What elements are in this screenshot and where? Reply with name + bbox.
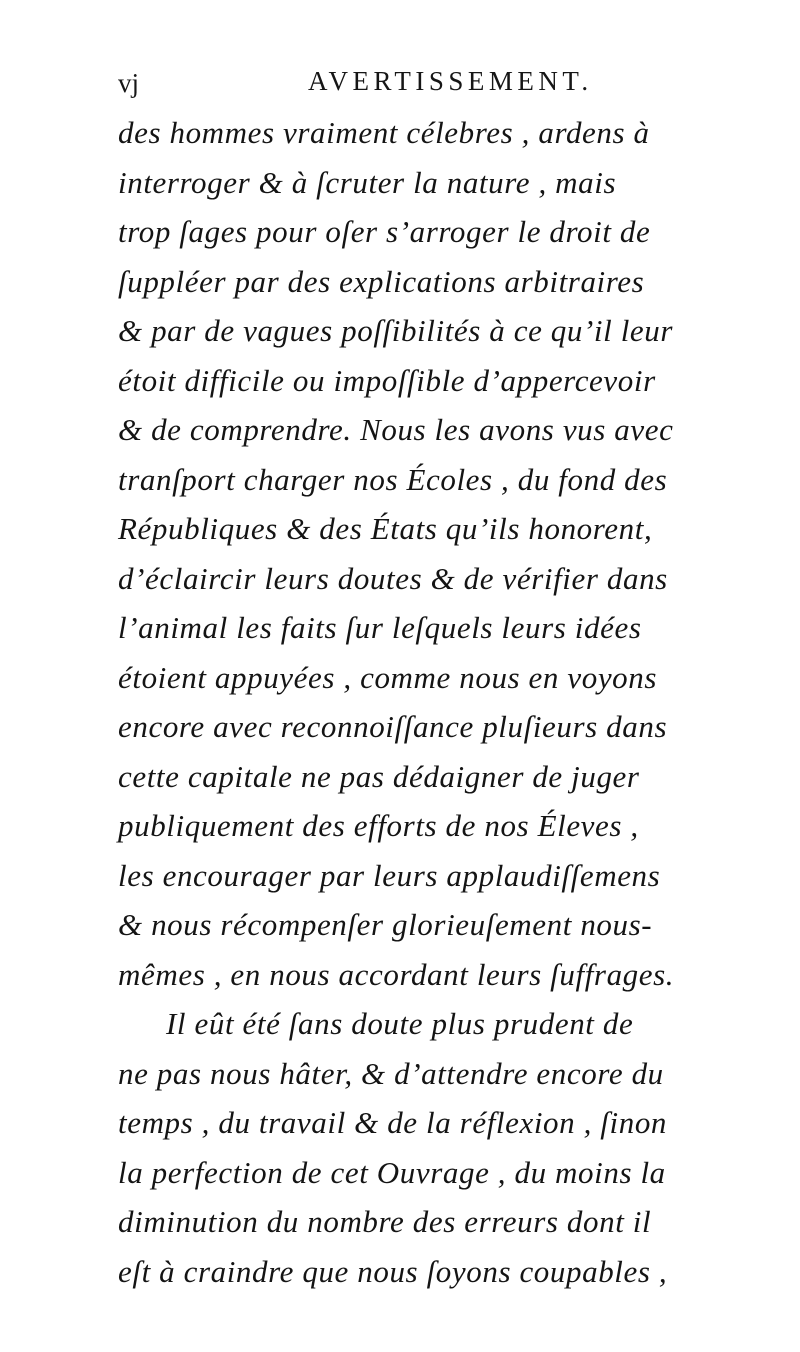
page-number: vj xyxy=(118,68,140,98)
text-line: l’animal les faits ſur leſquels leurs idées xyxy=(118,610,642,645)
text-line: interroger & à ſcruter la nature , mais xyxy=(118,164,617,200)
text-line: étoit difficile ou impoſſible d’appercevoir xyxy=(118,362,656,398)
text-line: la perfection de cet Ouvrage , du moins la xyxy=(118,1154,666,1190)
body-text xyxy=(118,108,768,1296)
paragraph-start-line: Il eût été ſans doute plus prudent de xyxy=(166,1006,634,1041)
text-line: Républiques & des États qu’ils honorent, xyxy=(118,511,653,546)
running-title: AVERTISSEMENT. xyxy=(308,66,593,96)
text-line: ſuppléer par des explications arbitraires xyxy=(118,263,645,299)
text-line: & de comprendre. Nous les avons vus avec xyxy=(118,412,674,447)
page-header xyxy=(118,66,758,106)
text-line: diminution du nombre des erreurs dont il xyxy=(118,1204,652,1239)
text-line: ne pas nous hâter, & d’attendre encore du xyxy=(118,1055,664,1091)
text-line: & nous récompenſer glorieuſement nous- xyxy=(118,907,653,942)
text-line: encore avec reconnoiſſance pluſieurs dans xyxy=(118,709,668,744)
text-line: des hommes vraiment célebres , ardens à xyxy=(118,115,650,150)
text-line: d’éclaircir leurs doutes & de vérifier dans xyxy=(118,560,668,596)
text-line: publiquement des efforts de nos Éleves , xyxy=(118,808,639,843)
text-line: & par de vagues poſſibilités à ce qu’il leur xyxy=(118,313,674,348)
text-line: trop ſages pour oſer s’arroger le droit de xyxy=(118,214,651,249)
text-line: temps , du travail & de la réflexion , ſinon xyxy=(118,1105,668,1140)
text-line: tranſport charger nos Écoles , du fond des xyxy=(118,461,668,497)
text-line: mêmes , en nous accordant leurs ſuffrages. xyxy=(118,956,675,992)
text-line: étoient appuyées , comme nous en voyons xyxy=(118,659,658,695)
text-line: eſt à craindre que nous ſoyons coupables , xyxy=(118,1253,668,1289)
text-line: cette capitale ne pas dédaigner de juger xyxy=(118,758,640,794)
text-line: les encourager par leurs applaudiſſemens xyxy=(118,857,661,893)
